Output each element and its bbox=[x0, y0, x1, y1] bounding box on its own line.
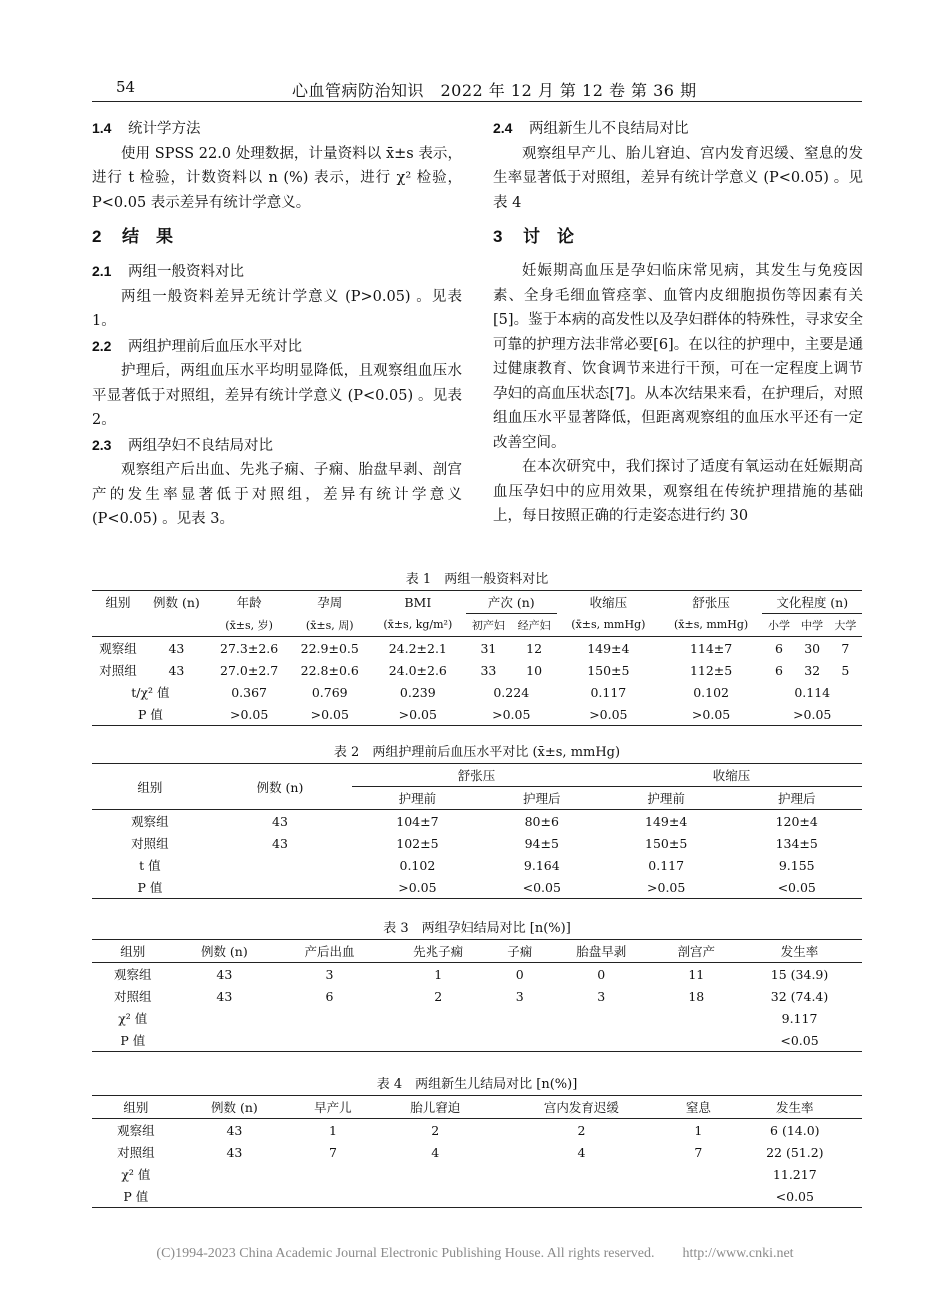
table3-header-rate: 发生率 bbox=[780, 944, 819, 959]
table-row: P 值 >0.05 <0.05 >0.05 <0.05 bbox=[92, 876, 862, 899]
table3-header-n: 例数 (n) bbox=[200, 944, 248, 959]
table3 bbox=[92, 939, 862, 1052]
table4-caption: 表 4 两组新生儿结局对比 [n(%)] bbox=[376, 1077, 578, 1092]
section-2-3-text: 观察组产后出血、先兆子痫、子痫、胎盘早剥、剖宫产的发生率显著低于对照组，差异有统计学意义 (P<0.05) 。见表 3。 bbox=[92, 462, 462, 527]
table1-sub-middle: 中学 bbox=[801, 619, 824, 632]
table-row: P 值 >0.05 >0.05 >0.05 >0.05 >0.05 >0.05 >0.05 bbox=[92, 703, 862, 726]
section-2-2-heading: 2.2 两组护理前后血压水平对比 bbox=[92, 337, 302, 355]
table-row: 对照组 43 27.0±2.7 22.8±0.6 24.0±2.6 33 10 150±5 112±5 6 32 5 bbox=[99, 662, 850, 678]
table2-sub-sbp-before: 护理前 bbox=[647, 791, 685, 806]
section-2-4-text: 观察组早产儿、胎儿窘迫、宫内发育迟缓、窒息的发生率显著低于对照组，差异有统计学意义 (P<0.05) 。见表 4 bbox=[493, 145, 863, 211]
table1-sub-multipara: 经产妇 bbox=[517, 619, 551, 632]
discussion-paragraph-2: 在本次研究中，我们探讨了适度有氧运动在妊娠期高血压孕妇中的应用效果，观察组在传统护理措施的基础上，每日按照正确的行走姿态进行约 30 bbox=[493, 459, 863, 524]
table-row: t 值 0.102 9.164 0.117 9.155 bbox=[139, 857, 815, 873]
table2-header-dbp: 舒张压 bbox=[352, 764, 601, 787]
section-1-4-text: 使用 SPSS 22.0 处理数据，计量资料以 x̄±s 表示，进行 t 检验，计数资料以 n (%) 表示，进行 χ² 检验，P<0.05 表示差异有统计学意义。 bbox=[92, 145, 462, 211]
table3-caption: 表 3 两组孕妇结局对比 [n(%)] bbox=[383, 921, 571, 936]
table2-header-sbp: 收缩压 bbox=[601, 764, 862, 787]
table4-header-rate: 发生率 bbox=[776, 1100, 814, 1115]
table4-header-distress: 胎儿窘迫 bbox=[410, 1100, 461, 1115]
table4-header-n: 例数 (n) bbox=[211, 1100, 258, 1115]
table2-header-n: 例数 (n) bbox=[256, 779, 304, 795]
table2-caption: 表 2 两组护理前后血压水平对比 (x̄±s, mmHg) bbox=[333, 745, 621, 760]
table1-header-dbp: 舒张压 bbox=[692, 595, 730, 611]
section-3-heading: 3 讨 论 bbox=[493, 227, 574, 247]
section-2-1-heading: 2.1 两组一般资料对比 bbox=[92, 263, 244, 280]
table1-sub-college: 大学 bbox=[834, 619, 857, 632]
table1-sub-bmi: (x̄±s, kg/m²) bbox=[383, 618, 453, 632]
table1-header-age: 年龄 bbox=[236, 595, 262, 611]
table4-header-preterm: 早产儿 bbox=[314, 1100, 352, 1115]
table2 bbox=[92, 763, 862, 899]
table2-sub-dbp-before: 护理前 bbox=[398, 791, 437, 806]
table2-header-group: 组别 bbox=[137, 779, 163, 795]
table1-sub-primipara: 初产妇 bbox=[471, 619, 505, 632]
table2-sub-sbp-after: 护理后 bbox=[777, 791, 816, 806]
table1-caption: 表 1 两组一般资料对比 bbox=[405, 572, 549, 587]
table-row: χ² 值 11.217 bbox=[121, 1166, 817, 1182]
table3-header-cesarean: 剖宫产 bbox=[677, 944, 716, 959]
table4 bbox=[92, 1095, 862, 1208]
table-row: P 值 <0.05 bbox=[92, 1029, 862, 1052]
table-row: χ² 值 9.117 bbox=[118, 1010, 818, 1026]
table4-header-group: 组别 bbox=[123, 1100, 149, 1115]
running-header bbox=[92, 78, 862, 102]
section-1-4-heading: 1.4 统计学方法 bbox=[92, 120, 201, 137]
header-rule bbox=[92, 101, 862, 102]
table4-header-iugr: 宫内发育迟缓 bbox=[543, 1100, 619, 1115]
table-row: 对照组 43 102±5 94±5 150±5 134±5 bbox=[131, 835, 818, 851]
table1-header-group: 组别 bbox=[105, 595, 131, 611]
table3-header-eclampsia: 子痫 bbox=[507, 944, 533, 959]
table3-header-abruption: 胎盘早剥 bbox=[576, 944, 627, 959]
page-number: 54 bbox=[116, 78, 136, 96]
table1-sub-sbp: (x̄±s, mmHg) bbox=[571, 618, 646, 632]
table1-header-bmi: BMI bbox=[404, 594, 432, 610]
table1-header-n: 例数 (n) bbox=[153, 595, 200, 611]
table-row: 对照组 43 6 2 3 3 18 32 (74.4) bbox=[114, 988, 829, 1004]
journal-title: 心血管病防治知识 2022 年 12 月 第 12 卷 第 36 期 bbox=[292, 81, 697, 100]
table-row: 观察组 43 1 2 2 1 6 (14.0) bbox=[117, 1122, 820, 1138]
table1-header-parity: 产次 (n) bbox=[466, 591, 557, 614]
table3-header-preeclampsia: 先兆子痫 bbox=[413, 944, 464, 959]
discussion-paragraph-1: 妊娠期高血压是孕妇临床常见病，其发生与免疫因素、全身毛细血管痉挛、血管内皮细胞损伤等因素有关[5]。鉴于本病的高发性以及孕妇群体的特殊性，寻求安全可靠的护理方法非常必要[6]。在以往的护理中，主要是通过健康教育、饮食调节来进行干预，可在一定程度上调节孕妇的高血压状态[7]。从本次结果来看，在护理后，对照组血压水平显著降低，但距离观察组的血压水平还有一定改善空间。 bbox=[493, 263, 863, 451]
table-row: t/χ² 值 0.367 0.769 0.239 0.224 0.117 0.102 0.114 bbox=[131, 684, 831, 700]
copyright-footer: (C)1994-2023 China Academic Journal Electronic Publishing House. All rights reserved. http://www.cnki.net bbox=[156, 1246, 794, 1261]
table1-sub-age: (x̄±s, 岁) bbox=[225, 618, 273, 632]
section-2-heading: 2 结 果 bbox=[92, 227, 173, 247]
table-row: 观察组 43 3 1 0 0 11 15 (34.9) bbox=[114, 966, 829, 982]
table1-sub-primary: 小学 bbox=[768, 619, 791, 632]
table-row: 观察组 43 104±7 80±6 149±4 120±4 bbox=[131, 813, 818, 829]
table3-header-pph: 产后出血 bbox=[304, 944, 355, 959]
table2-sub-dbp-after: 护理后 bbox=[523, 791, 561, 806]
table1-sub-dbp: (x̄±s, mmHg) bbox=[674, 618, 749, 632]
table-row: P 值 <0.05 bbox=[92, 1185, 862, 1208]
section-2-4-heading: 2.4 两组新生儿不良结局对比 bbox=[493, 120, 689, 137]
table1-header-week: 孕周 bbox=[317, 595, 343, 611]
table-row: 对照组 43 7 4 4 7 22 (51.2) bbox=[117, 1144, 824, 1160]
section-2-1-text: 两组一般资料差异无统计学意义 (P>0.05) 。见表 1。 bbox=[92, 288, 462, 329]
table4-header-asphyxia: 窒息 bbox=[685, 1100, 711, 1115]
right-column bbox=[493, 116, 863, 529]
table-row: 观察组 43 27.3±2.6 22.9±0.5 24.2±2.1 31 12 149±4 114±7 6 30 7 bbox=[99, 640, 850, 656]
table1 bbox=[92, 590, 862, 726]
section-2-3-heading: 2.3 两组孕妇不良结局对比 bbox=[92, 436, 273, 454]
table1-header-sbp: 收缩压 bbox=[589, 595, 628, 611]
table1-sub-week: (x̄±s, 周) bbox=[305, 618, 354, 632]
left-column bbox=[92, 116, 462, 532]
section-2-2-text: 护理后，两组血压水平均明显降低，且观察组血压水平显著低于对照组，差异有统计学意义 (P<0.05) 。见表 2。 bbox=[92, 363, 462, 428]
table3-header-group: 组别 bbox=[120, 944, 146, 959]
table1-header-edu: 文化程度 (n) bbox=[762, 591, 862, 614]
